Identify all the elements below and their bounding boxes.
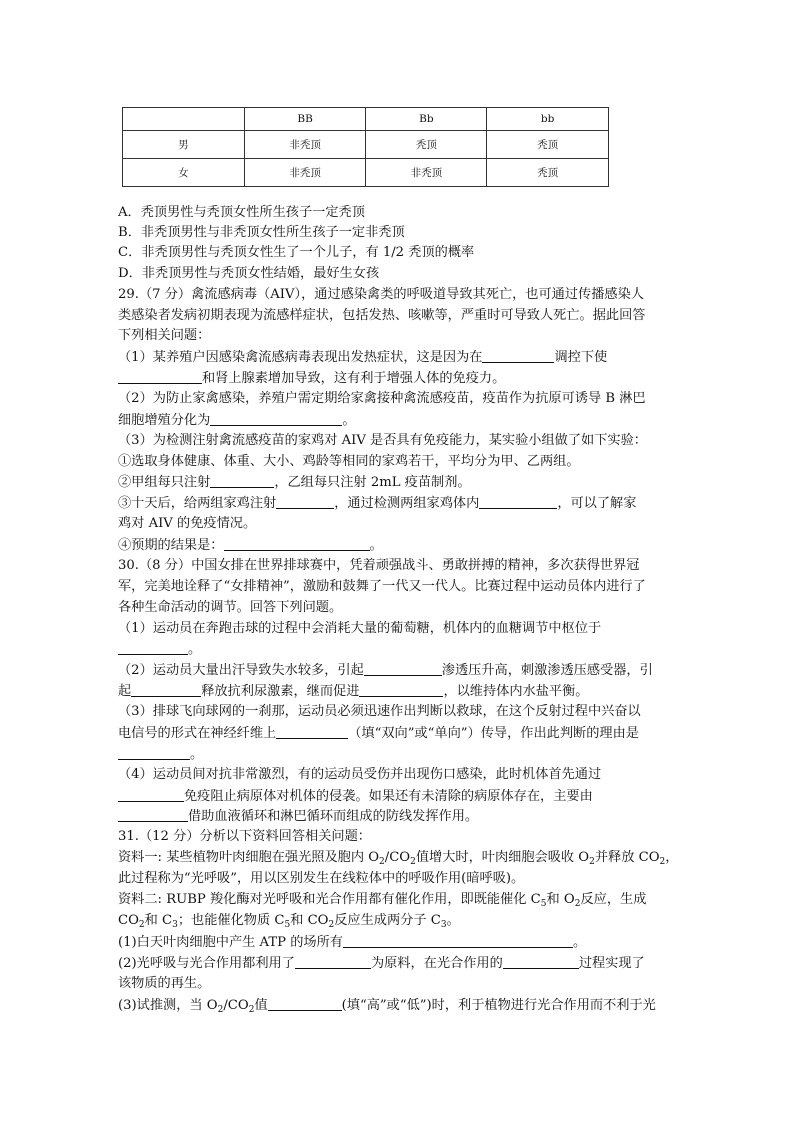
text: CO (118, 913, 139, 928)
subscript: 2 (574, 899, 581, 909)
answer-blank[interactable] (118, 368, 202, 384)
text: 借助血液循环和淋巴循环而组成的防线发挥作用。 (188, 809, 479, 824)
text: 过程实现了 (578, 956, 645, 971)
text: 值增大时，叶肉细胞会吸收 O (415, 850, 590, 865)
text: 免疫阻止病原体对机体的侵袭。如果还有未清除的病原体存在，主要由 (184, 789, 593, 804)
answer-blank[interactable] (295, 953, 371, 969)
table-header-row (123, 108, 609, 131)
q31-material2 (118, 890, 678, 910)
option-c: C．非秃顶男性与秃顶女性生了一个儿子，有 1/2 秃顶的概率 (118, 245, 475, 260)
text: ③十天后，给两组家鸡注射 (118, 496, 277, 511)
table-row (123, 130, 609, 158)
table-row (123, 158, 609, 186)
answer-blank[interactable] (268, 995, 342, 1011)
text: 释放抗利尿激素，继而促进 (201, 684, 360, 699)
subscript: 2 (138, 920, 145, 930)
table-header-cell: BB (244, 108, 366, 131)
q30-part4: （4）运动员间对抗非常激烈，有的运动员受伤并出现伤口感染，此时机体首先通过 (118, 767, 602, 782)
q30-part3: （3）排球飞向球网的一刹那，运动员必须迅速作出判断以救球，在这个反射过程中兴奋以 (118, 704, 641, 719)
q29-part2-cont (118, 410, 678, 431)
text: 值 (254, 998, 268, 1013)
q30-intro-line: 军，完美地诠释了“女排精神”，激励和鼓舞了一代又一代人。比赛过程中运动员体内进行了 (118, 579, 646, 594)
text: 并释放 CO (594, 850, 660, 865)
table-cell: 非秃顶 (366, 158, 487, 186)
q31-intro: 31.（12 分）分析以下资料回答相关问题： (118, 829, 371, 844)
text: 。 (572, 935, 587, 950)
q30-part4-cont2 (118, 806, 678, 827)
q31-part2-cont: 该物质的再生。 (118, 976, 211, 991)
text: 起 (118, 684, 132, 699)
q29-step1: ①选取身体健康、体重、大小、鸡龄等相同的家鸡若干，平均分为甲、乙两组。 (118, 454, 580, 469)
answer-blank[interactable] (210, 472, 274, 488)
q30-part2-cont (118, 681, 678, 702)
answer-blank[interactable] (364, 660, 442, 676)
q29-intro-line: 下列相关问题： (118, 328, 211, 343)
text: 。 (446, 913, 460, 928)
text: /CO (384, 850, 411, 865)
table-cell: 秃顶 (366, 130, 487, 158)
text: 调控下使 (554, 350, 608, 365)
q29-step3 (118, 493, 678, 514)
q29-part2: （2）为防止家禽感染，养殖户需定期给家禽接种禽流感疫苗，疫苗作为抗原可诱导 B 淋巴 (118, 391, 646, 406)
q29-part1-cont (118, 368, 678, 389)
text: 和肾上腺素增加导致，这有利于增强人体的免疫力。 (202, 371, 506, 386)
text: 和 CO (290, 913, 329, 928)
q30-part1-cont (118, 639, 678, 660)
q30-part1: （1）运动员在奔跑击球的过程中会消耗大量的葡萄糖，机体内的血糖调节中枢位于 (118, 621, 602, 636)
answer-blank[interactable] (276, 723, 348, 739)
q29-part3: （3）为检测注射禽流感疫苗的家鸡对 AIV 是否具有免疫能力，某实验小组做了如下实验： (118, 433, 647, 448)
text: (填“高”或“低”)时，利于植物进行光合作用而不利于光 (341, 998, 656, 1013)
text: 资料一: 某些植物叶肉细胞在强光照及胞内 O (118, 850, 380, 865)
q31-part3 (118, 995, 678, 1016)
q29-intro-line: 29.（7 分）禽流感病毒（AIV），通过感染禽类的呼吸道导致其死亡，也可通过传播感染人 (118, 287, 644, 302)
text: ，以维持体内水盐平衡。 (443, 684, 589, 699)
answer-blank[interactable] (276, 493, 334, 509)
table-header-cell: Bb (366, 108, 487, 131)
text: 为原料，在光合作用的 (370, 956, 503, 971)
q29-intro-line: 类感染者发病初期表现为流感样症状，包括发热、咳嗽等，严重时可导致人死亡。据此回答 (118, 308, 646, 323)
text: 细胞增殖分化为 (118, 413, 211, 428)
subscript: 2 (217, 1005, 224, 1015)
text: 和 O (546, 892, 575, 907)
subscript: 5 (284, 920, 291, 930)
subscript: 3 (440, 920, 447, 930)
q30-intro-line: 各种生命活动的调节。回答下列问题。 (118, 600, 343, 615)
q31-part2 (118, 953, 678, 974)
text: /CO (223, 998, 249, 1013)
q31-material1-cont: 此过程称为“光呼吸”，用以区别发生在线粒体中的呼吸作用(暗呼吸)。 (118, 871, 525, 886)
table-cell: 女 (123, 158, 245, 186)
q29-step2 (118, 472, 678, 493)
answer-blank[interactable] (359, 681, 443, 697)
q29-part1 (118, 347, 678, 368)
text: (3)试推测，当 O (118, 998, 218, 1013)
text: ②甲组每只注射 (118, 475, 211, 490)
q31-part1 (118, 932, 678, 953)
answer-blank[interactable] (118, 786, 184, 802)
answer-blank[interactable] (118, 806, 188, 822)
table-header-cell (123, 108, 245, 131)
subscript: 2 (589, 857, 595, 867)
answer-blank[interactable] (503, 953, 579, 969)
text: 和 C (144, 913, 173, 928)
subscript: 5 (540, 899, 547, 909)
text: 资料二: RUBP 羧化酶对光呼吸和光合作用都有催化作用，即既能催化 C (118, 892, 541, 907)
text: （2）运动员大量出汗导致失水较多，引起 (118, 663, 364, 678)
answer-blank[interactable] (210, 410, 342, 426)
subscript: 2 (328, 920, 335, 930)
text: ；也能催化物质 C (177, 913, 285, 928)
subscript: 3 (172, 920, 178, 930)
table-cell: 非秃顶 (244, 130, 366, 158)
subscript: 2 (248, 1005, 255, 1015)
answer-blank[interactable] (343, 932, 573, 948)
q29-step3-cont: 鸡对 AIV 的免疫情况。 (118, 516, 257, 531)
q29-step4 (118, 535, 678, 556)
table-cell: 男 (123, 130, 245, 158)
text: (1)白天叶肉细胞中产生 ATP 的场所有 (118, 935, 343, 950)
subscript: 2 (410, 857, 416, 867)
text: ，通过检测两组家鸡体内 (334, 496, 480, 511)
option-a: A．秃顶男性与秃顶女性所生孩子一定秃顶 (118, 205, 365, 220)
text: ④预期的结果是： (118, 538, 224, 553)
q30-part2 (118, 660, 678, 681)
subscript: 2 (379, 857, 385, 867)
text: 。 (342, 413, 356, 428)
table-cell: 非秃顶 (244, 158, 366, 186)
answer-blank[interactable] (118, 639, 188, 655)
q31-material1 (118, 848, 678, 868)
text: 渗透压升高，刺激渗透压感受器，引 (441, 663, 653, 678)
text: 电信号的形式在神经纤维上 (118, 726, 277, 741)
subscript: 2 (659, 857, 666, 867)
answer-blank[interactable] (131, 681, 201, 697)
q30-part4-cont (118, 786, 678, 807)
text: （填“双向”或“单向”）传导，作出此判断的理由是 (348, 726, 639, 741)
answer-blank[interactable] (118, 744, 190, 760)
text: ， (665, 850, 679, 865)
q30-part3-cont2 (118, 744, 678, 765)
table-header-cell: bb (487, 108, 609, 131)
table-cell: 秃顶 (487, 130, 609, 158)
text: ，可以了解家 (557, 496, 637, 511)
q30-intro-line: 30.（8 分）中国女排在世界排球赛中，凭着顽强战斗、勇敢拼搏的精神，多次获得世界冠 (118, 558, 640, 573)
q30-part3-cont (118, 723, 678, 744)
option-b: B．非秃顶男性与非秃顶女性所生孩子一定非秃顶 (118, 225, 405, 240)
text: 。 (369, 538, 383, 553)
genotype-table (122, 107, 609, 187)
text: (2)光呼吸与光合作用都利用了 (118, 956, 295, 971)
answer-blank[interactable] (224, 535, 370, 551)
text: ，乙组每只注射 2mL 疫苗制剂。 (274, 475, 471, 490)
table-cell: 秃顶 (487, 158, 609, 186)
text: 。 (190, 747, 204, 762)
text: 反应，生成 (580, 892, 647, 907)
answer-blank[interactable] (479, 493, 557, 509)
option-d: D．非秃顶男性与秃顶女性结婚，最好生女孩 (118, 266, 380, 281)
text: 。 (188, 642, 202, 657)
q31-material2-cont (118, 911, 678, 931)
text: 反应生成两分子 C (334, 913, 441, 928)
answer-blank[interactable] (482, 347, 554, 363)
text: （1）某养殖户因感染禽流感病毒表现出发热症状，这是因为在 (118, 350, 483, 365)
